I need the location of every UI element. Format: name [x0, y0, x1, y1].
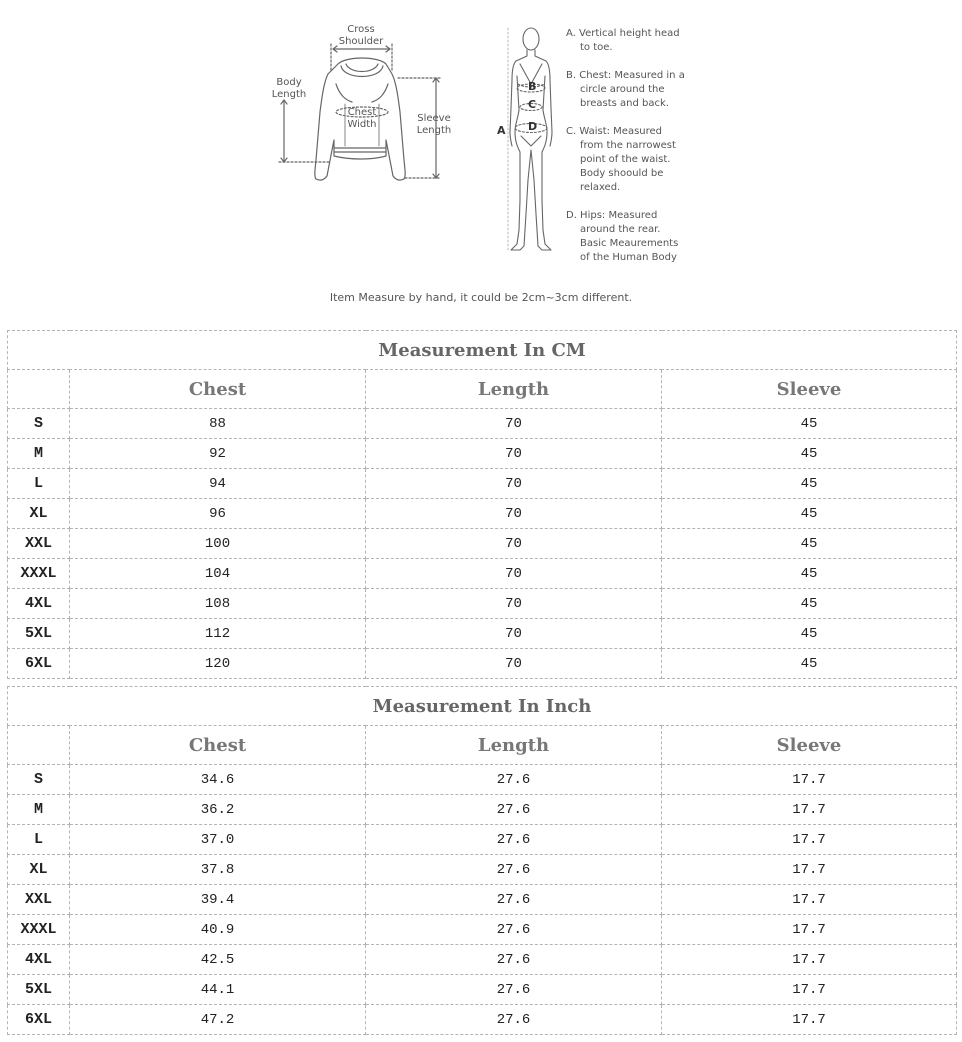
table-row — [8, 649, 957, 679]
sleeve-cell: 45 — [662, 529, 957, 559]
chest-cell: 40.9 — [70, 915, 366, 945]
sleeve-cell: 45 — [662, 409, 957, 439]
size-cell: 4XL — [8, 945, 70, 975]
size-cell: M — [8, 795, 70, 825]
size-cell: XL — [8, 855, 70, 885]
size-cell: XXL — [8, 529, 70, 559]
length-cell: 27.6 — [366, 765, 662, 795]
size-cell: XXXL — [8, 559, 70, 589]
chest-cell: 120 — [70, 649, 366, 679]
length-cell: 70 — [366, 409, 662, 439]
sleeve-cell: 45 — [662, 619, 957, 649]
sleeve-cell: 45 — [662, 559, 957, 589]
chest-cell: 42.5 — [70, 945, 366, 975]
table-row — [8, 1005, 957, 1035]
length-cell: 70 — [366, 529, 662, 559]
table-title: Measurement In CM — [8, 331, 957, 370]
sleeve-cell: 17.7 — [662, 765, 957, 795]
chest-cell: 104 — [70, 559, 366, 589]
human-body-icon — [500, 20, 560, 256]
sleeve-cell: 17.7 — [662, 915, 957, 945]
sleeve-cell: 45 — [662, 469, 957, 499]
sleeve-cell: 45 — [662, 589, 957, 619]
disclaimer-text: Item Measure by hand, it could be 2cm~3cm different. — [329, 291, 633, 304]
size-cell: M — [8, 439, 70, 469]
length-cell: 70 — [366, 619, 662, 649]
chest-cell: 96 — [70, 499, 366, 529]
table-row — [8, 915, 957, 945]
measurement-diagram — [0, 0, 962, 322]
length-cell: 27.6 — [366, 855, 662, 885]
chest-cell: 94 — [70, 469, 366, 499]
table-row — [8, 975, 957, 1005]
chest-cell: 34.6 — [70, 765, 366, 795]
table-row — [8, 885, 957, 915]
header-row — [8, 370, 957, 409]
table-row — [8, 795, 957, 825]
length-cell: 70 — [366, 649, 662, 679]
inch-size-table — [7, 686, 957, 1035]
letter-c: C — [528, 98, 537, 111]
length-cell: 70 — [366, 469, 662, 499]
length-cell: 27.6 — [366, 795, 662, 825]
note-b: B. Chest: Measured in a circle around the breasts and back. — [566, 70, 685, 109]
length-cell: 70 — [366, 559, 662, 589]
sleeve-cell: 17.7 — [662, 855, 957, 885]
chest-cell: 37.0 — [70, 825, 366, 855]
chest-cell: 100 — [70, 529, 366, 559]
table-row — [8, 559, 957, 589]
letter-d: D — [528, 120, 538, 133]
letter-b: B — [528, 80, 537, 93]
length-cell: 27.6 — [366, 945, 662, 975]
chest-cell: 44.1 — [70, 975, 366, 1005]
chest-cell: 112 — [70, 619, 366, 649]
length-cell: 70 — [366, 589, 662, 619]
size-cell: 6XL — [8, 1005, 70, 1035]
chest-cell: 88 — [70, 409, 366, 439]
length-cell: 70 — [366, 439, 662, 469]
size-cell: S — [8, 765, 70, 795]
chest-width-label: Chest Width — [347, 107, 377, 130]
header-blank — [8, 726, 70, 765]
note-c: C. Waist: Measured from the narrowest point of the waist. Body shoould be relaxed. — [566, 126, 676, 193]
sleeve-cell: 17.7 — [662, 825, 957, 855]
chest-cell: 37.8 — [70, 855, 366, 885]
length-cell: 27.6 — [366, 975, 662, 1005]
size-cell: 5XL — [8, 975, 70, 1005]
cross-shoulder-label: Cross Shoulder — [338, 24, 384, 47]
size-cell: 5XL — [8, 619, 70, 649]
body-length-label: Body Length — [271, 77, 307, 100]
table-row — [8, 529, 957, 559]
table-row — [8, 469, 957, 499]
note-d: D. Hips: Measured around the rear. Basic Meaurements of the Human Body — [566, 210, 679, 263]
size-cell: L — [8, 469, 70, 499]
length-cell: 27.6 — [366, 885, 662, 915]
sleeve-cell: 17.7 — [662, 795, 957, 825]
header-length: Length — [366, 726, 662, 765]
size-cell: 4XL — [8, 589, 70, 619]
table-row — [8, 825, 957, 855]
table-row — [8, 765, 957, 795]
note-a: A. Vertical height head to toe. — [566, 28, 680, 53]
length-cell: 27.6 — [366, 1005, 662, 1035]
header-row — [8, 726, 957, 765]
letter-a: A — [497, 124, 506, 137]
table-row — [8, 439, 957, 469]
chest-cell: 92 — [70, 439, 366, 469]
header-chest: Chest — [70, 726, 366, 765]
size-cell: 6XL — [8, 649, 70, 679]
header-chest: Chest — [70, 370, 366, 409]
table-row — [8, 409, 957, 439]
length-cell: 70 — [366, 499, 662, 529]
size-cell: S — [8, 409, 70, 439]
sleeve-cell: 45 — [662, 649, 957, 679]
cm-size-table — [7, 330, 957, 679]
header-blank — [8, 370, 70, 409]
table-row — [8, 589, 957, 619]
length-cell: 27.6 — [366, 915, 662, 945]
chest-cell: 39.4 — [70, 885, 366, 915]
table-title: Measurement In Inch — [8, 687, 957, 726]
table-row — [8, 855, 957, 885]
sleeve-cell: 17.7 — [662, 1005, 957, 1035]
sleeve-cell: 17.7 — [662, 885, 957, 915]
size-cell: XXXL — [8, 915, 70, 945]
size-cell: L — [8, 825, 70, 855]
size-cell: XL — [8, 499, 70, 529]
header-sleeve: Sleeve — [662, 370, 957, 409]
table-row — [8, 499, 957, 529]
size-cell: XXL — [8, 885, 70, 915]
sleeve-cell: 45 — [662, 439, 957, 469]
sleeve-cell: 45 — [662, 499, 957, 529]
header-length: Length — [366, 370, 662, 409]
sleeve-length-label: Sleeve Length — [416, 113, 452, 136]
chest-cell: 108 — [70, 589, 366, 619]
chest-cell: 47.2 — [70, 1005, 366, 1035]
chest-cell: 36.2 — [70, 795, 366, 825]
header-sleeve: Sleeve — [662, 726, 957, 765]
table-row — [8, 619, 957, 649]
length-cell: 27.6 — [366, 825, 662, 855]
sleeve-cell: 17.7 — [662, 975, 957, 1005]
sleeve-cell: 17.7 — [662, 945, 957, 975]
table-row — [8, 945, 957, 975]
